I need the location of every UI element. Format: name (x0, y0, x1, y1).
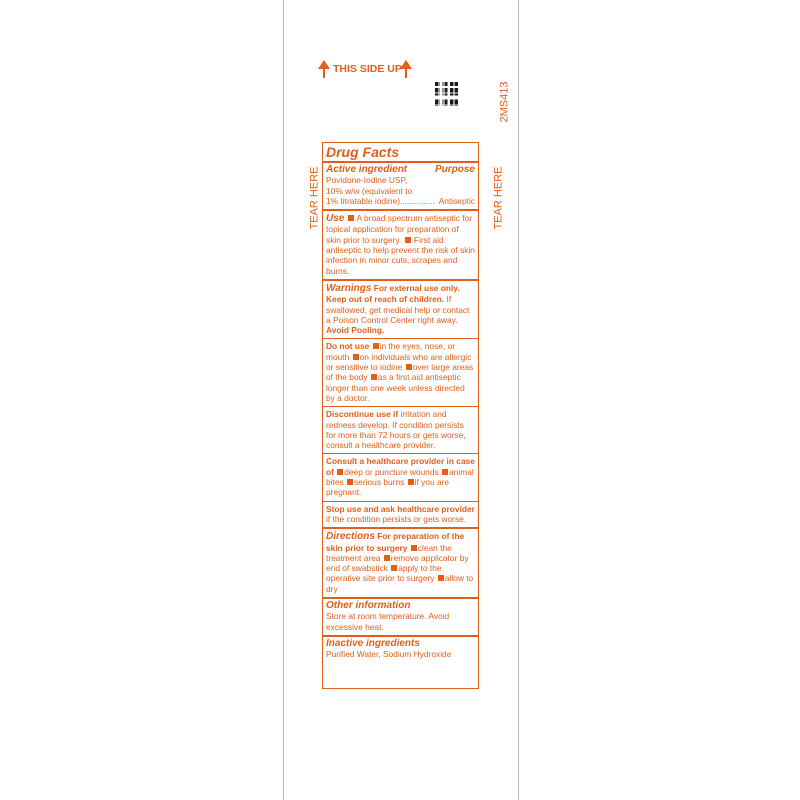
directions-section (323, 527, 478, 597)
active-line-2: 10% w/w (equivalent to (326, 185, 413, 196)
use-text-2: First aid antiseptic to help prevent the risk of skin infection in minor cuts, scrapes and burns. (326, 234, 475, 276)
other-information-text: Store at room temperature. Avoid excessive heat. (326, 611, 450, 632)
bullet-square-icon (337, 469, 343, 475)
consult-4: if you are pregnant. (326, 477, 450, 498)
bullet-square-icon (438, 575, 444, 581)
use-heading: Use (326, 213, 345, 225)
other-information-section (323, 597, 478, 635)
bullet-square-icon (348, 215, 354, 221)
tear-here-right: TEAR HERE (492, 166, 505, 230)
bullet-square-icon (373, 343, 379, 349)
inactive-ingredients-section (323, 635, 478, 663)
warnings-heading: Warnings (326, 282, 372, 294)
use-section (323, 209, 478, 279)
consult-3: serious burns (354, 477, 405, 488)
stop-use-section (323, 501, 478, 528)
drug-facts-title: Drug Facts (326, 144, 400, 160)
purpose-heading: Purpose (434, 164, 475, 175)
bullet-square-icon (384, 555, 390, 561)
directions-4: allow to dry (326, 573, 474, 594)
consult-heading: Consult a healthcare provider in case of (326, 456, 475, 477)
directions-heading: Directions (326, 531, 375, 543)
consult-2: animal bites (326, 466, 474, 488)
this-side-up-label: THIS SIDE UP (333, 63, 402, 75)
directions-bold: For preparation of the skin prior to surgery (326, 531, 465, 553)
up-arrow-stem (323, 68, 325, 78)
bullet-square-icon (371, 374, 377, 380)
discontinue-section (323, 406, 478, 453)
other-information-heading: Other information (326, 599, 411, 611)
bullet-square-icon (405, 237, 411, 243)
do-not-use-3: over large areas of the body (326, 362, 474, 383)
stop-use-heading: Stop use and ask healthcare provider (326, 503, 475, 514)
bullet-square-icon (411, 545, 417, 551)
tear-here-left: TEAR HERE (308, 166, 321, 230)
consult-section (323, 453, 478, 500)
drug-facts-panel (322, 142, 479, 689)
directions-1: clean the treatment area (326, 542, 452, 563)
do-not-use-2: on individuals who are allergic or sensitive to iodine (326, 351, 472, 373)
bullet-square-icon (347, 479, 353, 485)
do-not-use-heading: Do not use (326, 341, 370, 352)
datamatrix-code-icon (430, 82, 458, 110)
directions-3: apply to the operative site prior to surgery (326, 563, 442, 584)
warnings-bold: For external use only. Keep out of reach of children. (326, 282, 460, 305)
do-not-use-section (323, 338, 478, 406)
active-line-1: Povidone-Iodine USP, (326, 175, 408, 186)
bullet-square-icon (442, 469, 448, 475)
bullet-square-icon (408, 479, 414, 485)
consult-1: deep or puncture wounds (344, 466, 439, 477)
product-code: 2MS413 (498, 81, 511, 123)
active-ingredient-heading: Active ingredient (326, 164, 408, 175)
do-not-use-1: in the eyes, nose, or mouth (326, 341, 456, 362)
stop-use-text: if the condition persists or gets worse. (326, 513, 467, 524)
active-line-3: 1% titratable iodine)............... (326, 195, 435, 206)
directions-2: remove applicator by end of swabstick (326, 552, 469, 574)
bullet-square-icon (406, 364, 412, 370)
bullet-square-icon (391, 565, 397, 571)
up-arrow-stem-right (405, 68, 407, 78)
discontinue-text: irritation and redness develop. If condition persists for more than 72 hours or gets worse, consult a healthcare provider. (326, 409, 466, 451)
bullet-square-icon (353, 354, 359, 360)
inactive-ingredients-heading: Inactive ingredients (326, 637, 420, 649)
inactive-ingredients-text: Purified Water, Sodium Hydroxide (326, 649, 452, 660)
warnings-text: If swallowed, get medical help or contact a Poison Control Center right away. (326, 294, 470, 325)
warnings-bold-2: Avoid Pooling. (326, 325, 385, 336)
discontinue-heading: Discontinue use if (326, 409, 399, 420)
active-ingredient-section (323, 161, 478, 209)
do-not-use-4: as a first aid antiseptic longer than one week unless directed by a doctor. (326, 372, 465, 403)
purpose-value: Antiseptic (438, 195, 475, 206)
use-text-1: A broad spectrum antiseptic for topical application for preparation of skin prior to surgery. (326, 213, 473, 245)
warnings-section (323, 279, 478, 338)
